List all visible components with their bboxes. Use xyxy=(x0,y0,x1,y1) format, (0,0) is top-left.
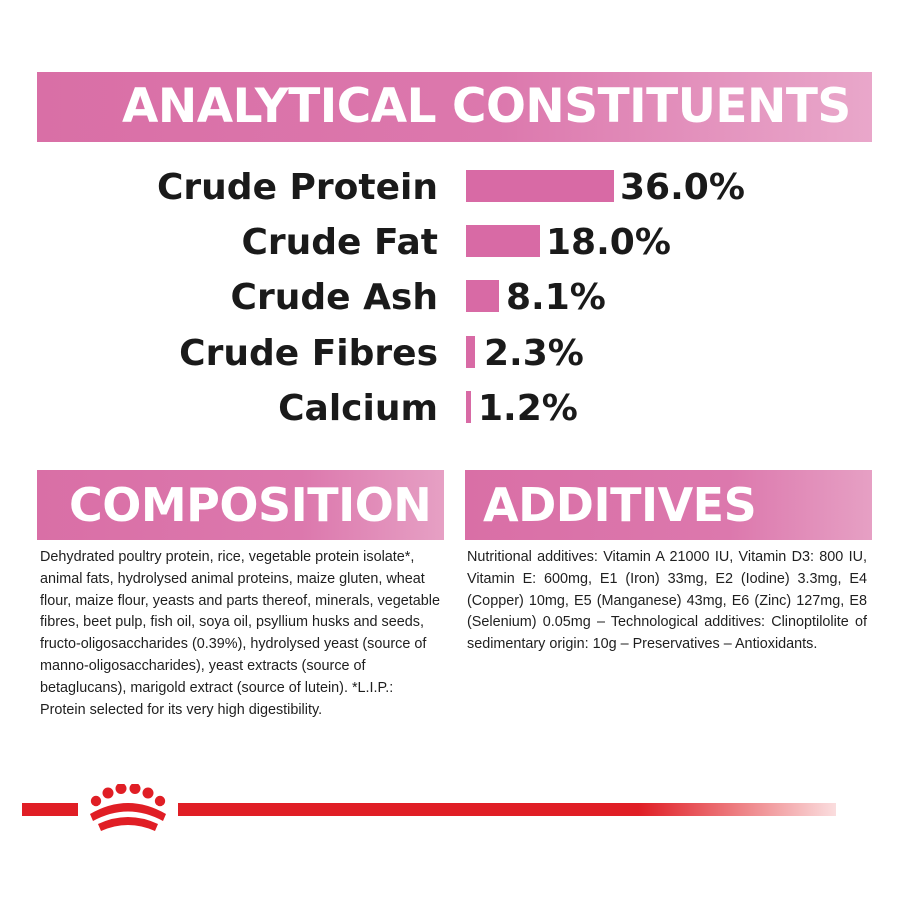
nutrient-bar xyxy=(466,225,540,257)
nutrient-value: 18.0% xyxy=(546,222,671,263)
additives-heading: ADDITIVES xyxy=(465,470,872,540)
nutrient-label: Crude Fibres xyxy=(179,333,438,374)
composition-heading: COMPOSITION xyxy=(37,470,444,540)
nutrient-value: 1.2% xyxy=(478,388,578,429)
royal-canin-crown-icon xyxy=(80,784,176,834)
nutrient-value: 36.0% xyxy=(620,167,745,208)
nutrient-label: Calcium xyxy=(278,388,438,429)
nutrient-label: Crude Fat xyxy=(241,222,438,263)
nutrient-label: Crude Ash xyxy=(230,277,438,318)
footer-red-line-left xyxy=(22,803,78,816)
nutrient-bar xyxy=(466,336,475,368)
nutrient-value: 2.3% xyxy=(484,333,584,374)
nutrient-bar xyxy=(466,280,499,312)
additives-text: Nutritional additives: Vitamin A 21000 IU, Vitamin D3: 800 IU, Vitamin E: 600mg, E1 (Iron) 33mg, E2 (Iodine) 3.3mg, E4 (Copper) 10mg, E5 (Manganese) 43mg, E6 (Zinc) 127mg, E8 (Selenium) 0.05mg – Technological additives: Clinoptilolite of sedimentary origin: 10g – Preservatives – Antioxidants. xyxy=(467,549,867,653)
nutrient-bar xyxy=(466,170,614,202)
analytical-constituents-heading: ANALYTICAL CONSTITUENTS xyxy=(37,72,872,142)
nutrient-value: 8.1% xyxy=(506,277,606,318)
nutrient-label: Crude Protein xyxy=(157,167,438,208)
footer-red-line-right xyxy=(178,803,836,816)
nutrient-bar xyxy=(466,391,471,423)
composition-text: Dehydrated poultry protein, rice, vegetable protein isolate*, animal fats, hydrolysed animal proteins, maize gluten, wheat flour, maize flour, yeasts and parts thereof, minerals, vegetable fibres, beet pulp, fish oil, soya oil, psyllium husks and seeds, fructo-oligosaccharides (0.39%), hydrolysed yeast (source of manno-oligosaccharides), yeast extracts (source of betaglucans), marigold extract (source of lutein). *L.I.P.: Protein selected for its very high digestibility. xyxy=(40,549,440,718)
